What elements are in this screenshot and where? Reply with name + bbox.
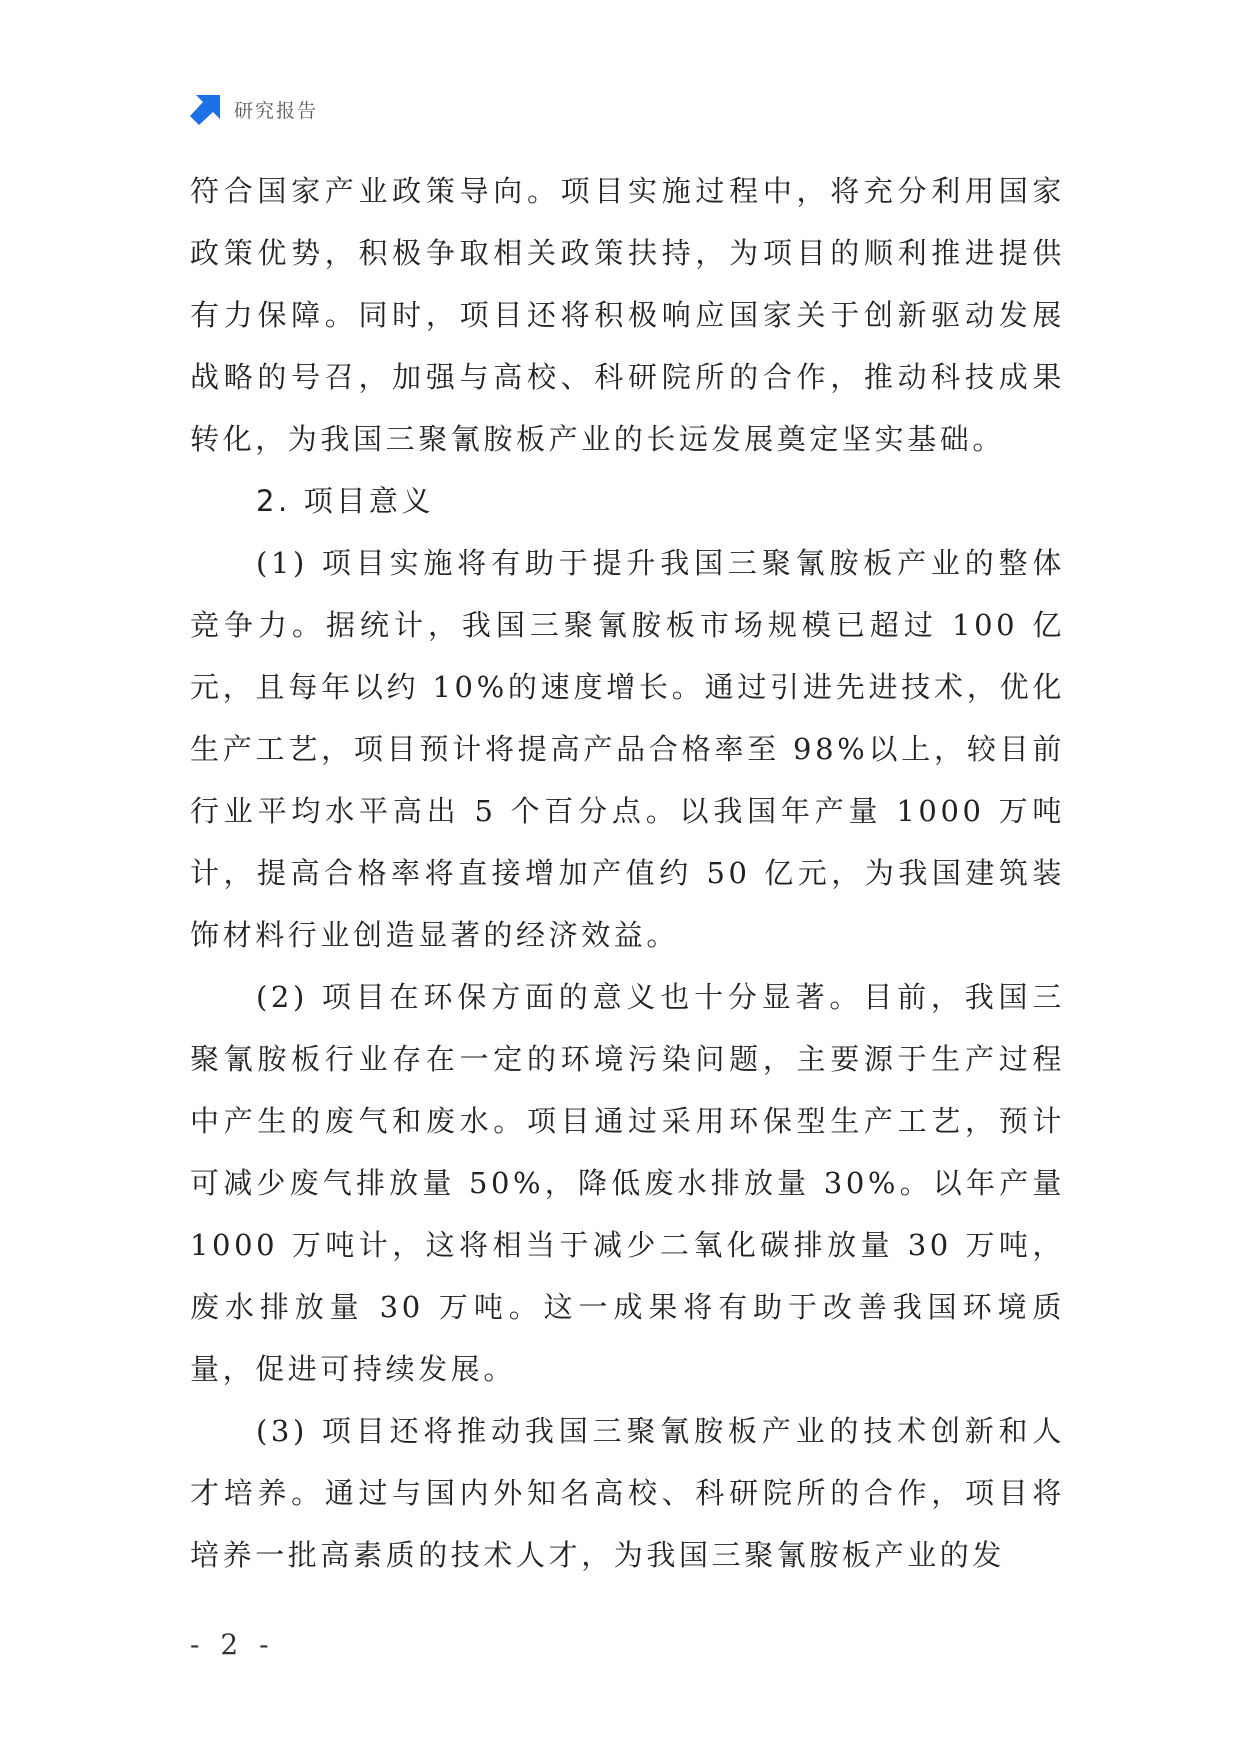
document-body [190,160,1065,1586]
page-header [190,92,318,126]
arrow-logo-icon [190,93,222,125]
section-number: 2. [256,484,291,518]
section-title: 项目意义 [303,484,435,518]
page-number: - 2 - [190,1628,275,1661]
header-title: 研究报告 [234,99,319,122]
paragraph-policy: 符合国家产业政策导向。项目实施过程中，将充分利用国家政策优势，积极争取相关政策扶持，为项目的顺利推进提供有力保障。同时，项目还将积极响应国家关于创新驱动发展战略的号召，加强与高校、科研院所的合作，推动科技成果转化，为我国三聚氰胺板产业的长远发展奠定坚实基础。 [190,174,1065,456]
section-heading [190,470,1065,532]
paragraph-innovation: (3) 项目还将推动我国三聚氰胺板产业的技术创新和人才培养。通过与国内外知名高校、科研院所的合作，项目将培养一批高素质的技术人才，为我国三聚氰胺板产业的发 [190,1414,1065,1572]
paragraph-competitiveness: (1) 项目实施将有助于提升我国三聚氰胺板产业的整体竞争力。据统计，我国三聚氰胺板市场规模已超过 100 亿元，且每年以约 10%的速度增长。通过引进先进技术，优化生产工艺，项目预计将提高产品合格率至 98%以上，较目前行业平均水平高出 5 个百分点。以我国年产量 1000 万吨计，提高合格率将直接增加产值约 50 亿元，为我国建筑装饰材料行业创造显著的经济效益。 [190,546,1065,952]
paragraph-environment: (2) 项目在环保方面的意义也十分显著。目前，我国三聚氰胺板行业存在一定的环境污染问题，主要源于生产过程中产生的废气和废水。项目通过采用环保型生产工艺，预计可减少废气排放量 50%，降低废水排放量 30%。以年产量 1000 万吨计，这将相当于减少二氧化碳排放量 30 万吨，废水排放量 30 万吨。这一成果将有助于改善我国环境质量，促进可持续发展。 [190,980,1065,1386]
